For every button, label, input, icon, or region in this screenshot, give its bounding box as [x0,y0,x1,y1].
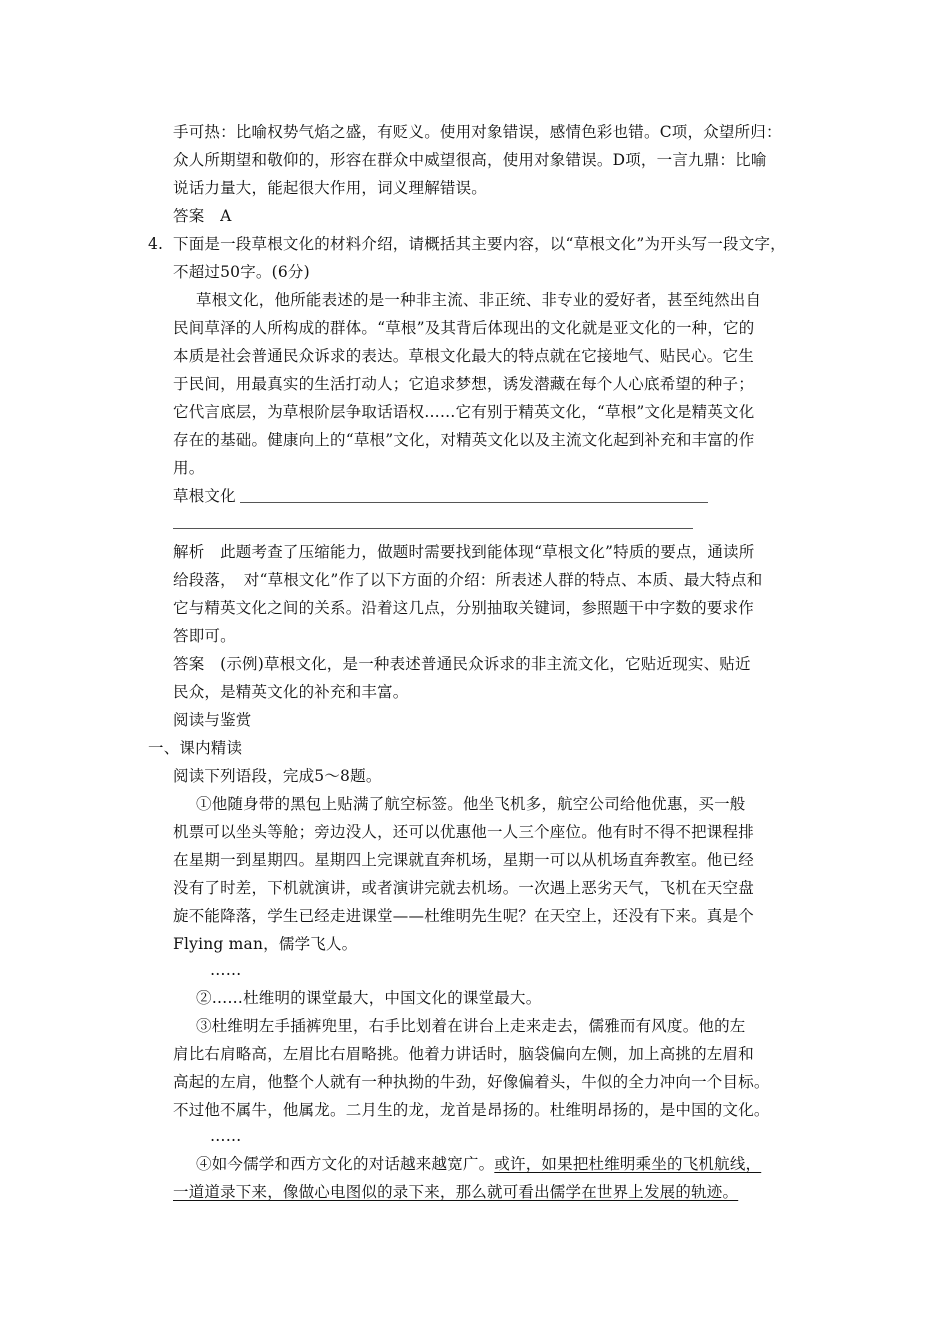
para1-line: 在星期一到星期四。星期四上完课就直奔机场，星期一可以从机场直奔教室。他已经 [173,851,754,869]
para3-line: ③杜维明左手插裤兜里，右手比划着在讲台上走来走去，儒雅而有风度。他的左 [196,1017,746,1035]
q4-analysis-line: 答即可。 [173,627,236,645]
q4-analysis-line: 它与精英文化之间的关系。沿着这几点，分别抽取关键词，参照题干中字数的要求作 [173,599,754,617]
para4-line [173,1182,738,1202]
instruction: 阅读下列语段，完成5～8题。 [173,767,382,785]
q4-prompt-line: 下面是一段草根文化的材料介绍，请概括其主要内容，以“草根文化”为开头写一段文字， [173,235,786,253]
ellipsis: …… [210,1127,242,1145]
ellipsis: …… [210,961,242,979]
para2-line: ②……杜维明的课堂最大，中国文化的课堂最大。 [196,989,542,1007]
q4-passage-line: 草根文化，他所能表述的是一种非主流、非正统、非专业的爱好者，甚至纯然出自 [196,291,762,309]
q4-answer-lead: 草根文化 [173,487,236,505]
para4-plain: ④如今儒学和西方文化的对话越来越宽广。 [196,1155,495,1173]
q3-explanation-line: 手可热：比喻权势气焰之盛，有贬义。使用对象错误，感情色彩也错。C项，众望所归： [173,123,782,141]
q4-passage-line: 本质是社会普通民众诉求的表达。草根文化最大的特点就在它接地气、贴民心。它生 [173,347,754,365]
answer-blank-line[interactable] [173,528,693,529]
q4-passage-line: 它代言底层，为草根阶层争取话语权……它有别于精英文化，“草根”文化是精英文化 [173,403,755,421]
para4-underlined: 一道道录下来，像做心电图似的录下来，那么就可看出儒学在世界上发展的轨迹。 [173,1183,739,1201]
para4-line [196,1154,761,1174]
para1-line: 没有了时差，下机就演讲，或者演讲完就去机场。一次遇上恶劣天气，飞机在天空盘 [173,879,754,897]
q4-answer-line: 民众，是精英文化的补充和丰富。 [173,683,409,701]
para3-line: 不过他不属牛，他属龙。二月生的龙，龙首是昂扬的。杜维明昂扬的，是中国的文化。 [173,1101,770,1119]
para1-line: 旋不能降落，学生已经走进课堂——杜维明先生呢？在天空上，还没有下来。真是个 [173,907,754,925]
q3-answer: 答案 A [173,207,232,225]
para1-line: Flying man，儒学飞人。 [173,935,358,953]
q4-passage-line: 民间草泽的人所构成的群体。“草根”及其背后体现出的文化就是亚文化的一种，它的 [173,319,755,337]
q4-answer-line: 答案 (示例)草根文化，是一种表述普通民众诉求的非主流文化，它贴近现实、贴近 [173,655,751,673]
q4-passage-line: 于民间，用最真实的生活打动人；它追求梦想，诱发潜藏在每个人心底希望的种子； [173,375,754,393]
section-heading: 阅读与鉴赏 [173,711,252,729]
q4-passage-line: 用。 [173,459,205,477]
q4-analysis-line: 给段落， 对“草根文化”作了以下方面的介绍：所表述人群的特点、本质、最大特点和 [173,571,763,589]
para1-line: 机票可以坐头等舱；旁边没人，还可以优惠他一人三个座位。他有时不得不把课程排 [173,823,754,841]
para1-line: ①他随身带的黑包上贴满了航空标签。他坐飞机多，航空公司给他优惠，买一般 [196,795,746,813]
q4-analysis-line: 解析 此题考查了压缩能力，做题时需要找到能体现“草根文化”特质的要点，通读所 [173,543,755,561]
part-heading: 一、课内精读 [148,739,243,757]
answer-blank-line[interactable] [240,502,708,503]
q4-prompt-line: 不超过50字。(6分) [173,263,310,281]
q3-explanation-line: 说话力量大，能起很大作用，词义理解错误。 [173,179,488,197]
q4-number: 4. [148,235,164,253]
q3-explanation-line: 众人所期望和敬仰的，形容在群众中威望很高，使用对象错误。D项，一言九鼎：比喻 [173,151,767,169]
para4-underlined: 或许，如果把杜维明乘坐的飞机航线， [494,1155,762,1173]
para3-line: 高起的左肩，他整个人就有一种执拗的牛劲，好像偏着头，牛似的全力冲向一个目标。 [173,1073,770,1091]
para3-line: 肩比右肩略高，左眉比右眉略挑。他着力讲话时，脑袋偏向左侧，加上高挑的左眉和 [173,1045,754,1063]
q4-passage-line: 存在的基础。健康向上的“草根”文化，对精英文化以及主流文化起到补充和丰富的作 [173,431,755,449]
